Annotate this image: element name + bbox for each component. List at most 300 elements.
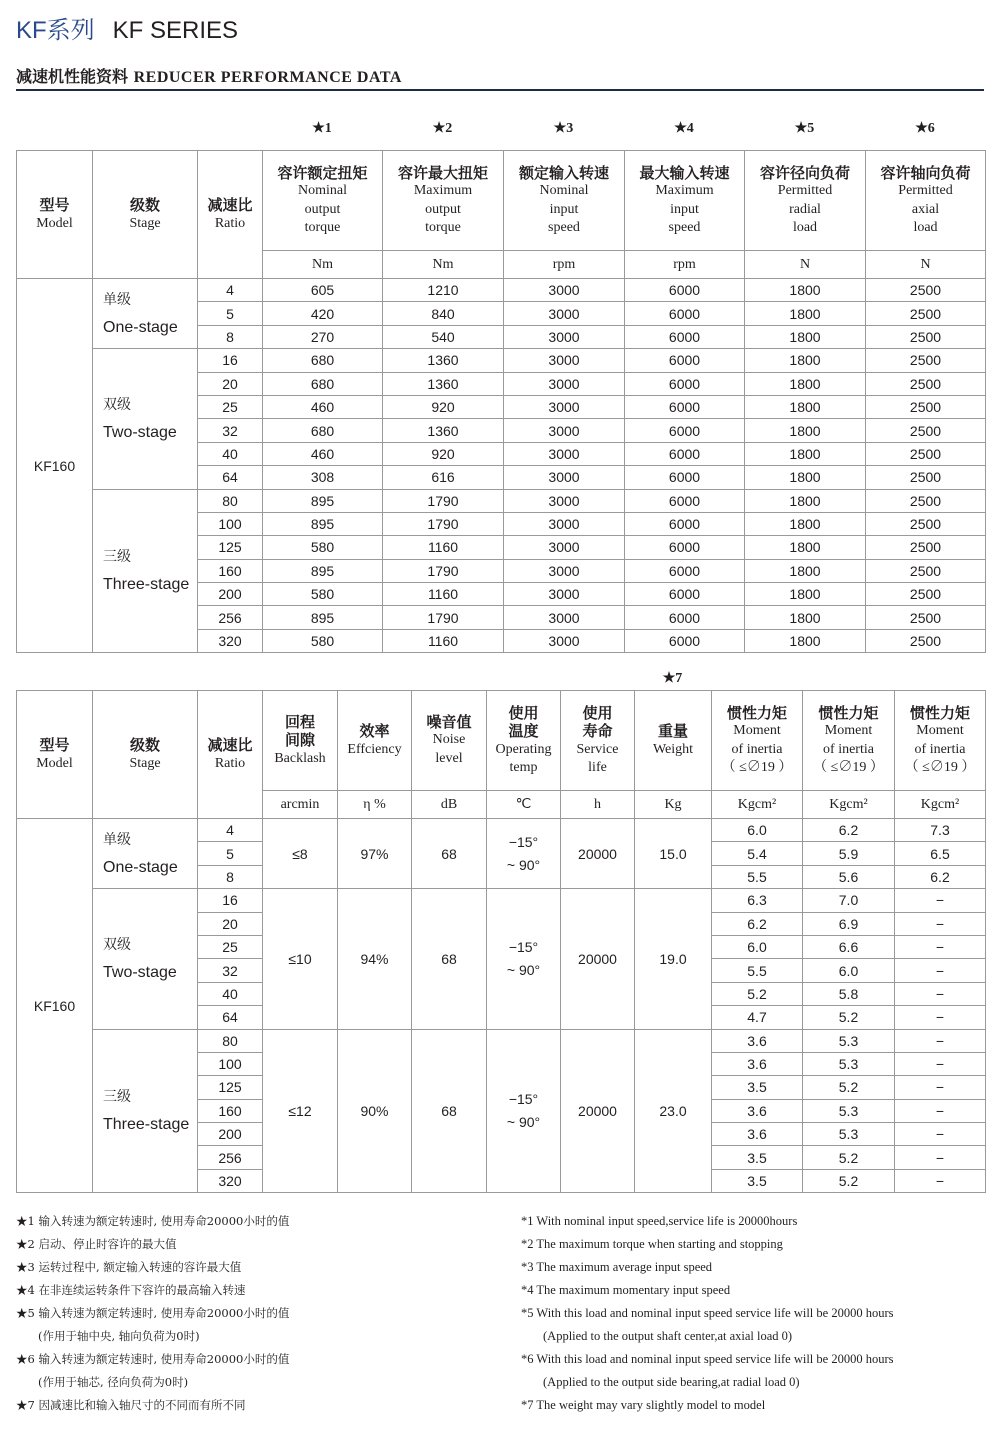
inertia-cell: 3.6 bbox=[712, 1099, 803, 1122]
star-7: ★7 bbox=[662, 671, 683, 686]
inertia-cell: 5.4 bbox=[712, 842, 803, 865]
inertia-cell: 3.6 bbox=[712, 1123, 803, 1146]
footnote-line: ★3 运转过程中, 额定输入转速的容许最大值 bbox=[16, 1260, 242, 1274]
backlash-cell: ≤8 bbox=[263, 819, 338, 889]
temp-cell bbox=[487, 819, 561, 889]
stage-label-cn: 单级 bbox=[103, 291, 131, 308]
ratio-cell: 160 bbox=[198, 559, 263, 582]
value-cell: 1800 bbox=[745, 606, 866, 629]
inertia-cell: − bbox=[895, 1099, 986, 1122]
footnote-line: ★1 输入转速为额定转速时, 使用寿命20000小时的值 bbox=[16, 1214, 290, 1228]
inertia-cell: 4.7 bbox=[712, 1006, 803, 1029]
performance-table bbox=[16, 150, 986, 653]
header-model: 型号 Model bbox=[17, 691, 93, 819]
value-cell: 460 bbox=[263, 395, 383, 418]
value-cell: 6000 bbox=[625, 606, 745, 629]
inertia-cell: 6.5 bbox=[895, 842, 986, 865]
unit-cell: ℃ bbox=[487, 791, 561, 819]
inertia-cell: 6.0 bbox=[712, 935, 803, 958]
life-cell: 20000 bbox=[561, 889, 635, 1029]
ratio-cell: 64 bbox=[198, 1006, 263, 1029]
stage-cell bbox=[93, 349, 198, 489]
value-cell: 605 bbox=[263, 279, 383, 302]
value-cell: 2500 bbox=[866, 279, 986, 302]
footnote-line: ★2 启动、停止时容许的最大值 bbox=[16, 1237, 177, 1251]
stage-label-en: One-stage bbox=[103, 858, 178, 876]
value-cell: 580 bbox=[263, 629, 383, 652]
series-title-en: KF SERIES bbox=[112, 17, 239, 44]
ratio-cell: 5 bbox=[198, 842, 263, 865]
ratio-cell: 25 bbox=[198, 935, 263, 958]
value-cell: 1210 bbox=[383, 279, 504, 302]
value-cell: 580 bbox=[263, 583, 383, 606]
value-cell: 1160 bbox=[383, 536, 504, 559]
inertia-cell: 5.5 bbox=[712, 959, 803, 982]
inertia-cell: 5.2 bbox=[712, 982, 803, 1005]
series-title-cn: KF系列 bbox=[16, 17, 95, 44]
inertia-cell: 6.2 bbox=[803, 819, 895, 842]
inertia-cell: 5.2 bbox=[803, 1146, 895, 1169]
value-cell: 6000 bbox=[625, 466, 745, 489]
inertia-cell: 3.5 bbox=[712, 1169, 803, 1192]
unit-cell: rpm bbox=[625, 251, 745, 279]
value-cell: 580 bbox=[263, 536, 383, 559]
efficiency-cell: 97% bbox=[338, 819, 412, 889]
section-title bbox=[16, 64, 402, 87]
noise-cell: 68 bbox=[412, 1029, 487, 1193]
stage-label-cn: 双级 bbox=[103, 396, 131, 413]
value-cell: 1800 bbox=[745, 559, 866, 582]
value-cell: 3000 bbox=[504, 372, 625, 395]
value-cell: 2500 bbox=[866, 442, 986, 465]
temp-min: −15° bbox=[508, 1090, 539, 1107]
inertia-cell: 7.3 bbox=[895, 819, 986, 842]
value-cell: 6000 bbox=[625, 442, 745, 465]
ratio-cell: 200 bbox=[198, 1123, 263, 1146]
inertia-cell: − bbox=[895, 935, 986, 958]
value-cell: 6000 bbox=[625, 279, 745, 302]
table-row bbox=[17, 489, 986, 512]
model-cell: KF160 bbox=[17, 279, 93, 653]
value-cell: 2500 bbox=[866, 559, 986, 582]
footnote-line: ★4 在非连续运转条件下容许的最高输入转速 bbox=[16, 1283, 246, 1297]
header-ratio: 减速比 Ratio bbox=[198, 691, 263, 819]
header-moment-of-inertia: 惯性力矩 Moment of inertia （ ≤∅19 ） bbox=[803, 691, 895, 791]
ratio-cell: 5 bbox=[198, 302, 263, 325]
value-cell: 1800 bbox=[745, 325, 866, 348]
unit-cell: Nm bbox=[383, 251, 504, 279]
inertia-cell: − bbox=[895, 1146, 986, 1169]
value-cell: 6000 bbox=[625, 302, 745, 325]
value-cell: 3000 bbox=[504, 349, 625, 372]
value-cell: 1360 bbox=[383, 419, 504, 442]
value-cell: 2500 bbox=[866, 395, 986, 418]
unit-cell: Kg bbox=[635, 791, 712, 819]
table-row bbox=[17, 889, 986, 912]
value-cell: 308 bbox=[263, 466, 383, 489]
star-6: ★6 bbox=[915, 121, 935, 136]
footnote-line: ★7 因减速比和输入轴尺寸的不同而有所不同 bbox=[16, 1398, 246, 1412]
unit-cell: arcmin bbox=[263, 791, 338, 819]
header-weight: 重量 Weight bbox=[635, 691, 712, 791]
temp-max: ~ 90° bbox=[506, 1113, 541, 1130]
value-cell: 1800 bbox=[745, 583, 866, 606]
ratio-cell: 320 bbox=[198, 629, 263, 652]
inertia-cell: − bbox=[895, 982, 986, 1005]
value-cell: 6000 bbox=[625, 325, 745, 348]
value-cell: 3000 bbox=[504, 583, 625, 606]
footnote-line: *6 With this load and nominal input speed service life will be 20000 hours bbox=[521, 1352, 894, 1366]
value-cell: 3000 bbox=[504, 279, 625, 302]
value-cell: 1800 bbox=[745, 489, 866, 512]
unit-cell: Kgcm² bbox=[712, 791, 803, 819]
header-stage: 级数 Stage bbox=[93, 691, 198, 819]
value-cell: 1790 bbox=[383, 606, 504, 629]
header-permitted-axial-load: 容许轴向负荷 Permitted axial load bbox=[866, 151, 986, 251]
header-model: 型号 Model bbox=[17, 151, 93, 279]
section-title-cn: 减速机性能资料 bbox=[16, 67, 129, 86]
value-cell: 3000 bbox=[504, 325, 625, 348]
stage-cell bbox=[93, 889, 198, 1029]
value-cell: 3000 bbox=[504, 536, 625, 559]
value-cell: 2500 bbox=[866, 512, 986, 535]
ratio-cell: 80 bbox=[198, 489, 263, 512]
footnote-line: (Applied to the output side bearing,at radial load 0) bbox=[543, 1375, 800, 1389]
value-cell: 3000 bbox=[504, 629, 625, 652]
value-cell: 1800 bbox=[745, 536, 866, 559]
header-nominal-input-speed: 额定输入转速 Nominal input speed bbox=[504, 151, 625, 251]
star-3: ★3 bbox=[553, 121, 574, 136]
inertia-cell: 3.5 bbox=[712, 1146, 803, 1169]
ratio-cell: 256 bbox=[198, 1146, 263, 1169]
ratio-cell: 8 bbox=[198, 865, 263, 888]
value-cell: 3000 bbox=[504, 559, 625, 582]
unit-cell: Kgcm² bbox=[803, 791, 895, 819]
unit-cell: dB bbox=[412, 791, 487, 819]
value-cell: 3000 bbox=[504, 419, 625, 442]
ratio-cell: 40 bbox=[198, 982, 263, 1005]
value-cell: 680 bbox=[263, 349, 383, 372]
efficiency-cell: 94% bbox=[338, 889, 412, 1029]
inertia-cell: 6.0 bbox=[712, 819, 803, 842]
inertia-cell: 6.3 bbox=[712, 889, 803, 912]
footnote-line: ★5 输入转速为额定转速时, 使用寿命20000小时的值 bbox=[16, 1306, 290, 1320]
ratio-cell: 32 bbox=[198, 419, 263, 442]
inertia-cell: 6.0 bbox=[803, 959, 895, 982]
value-cell: 540 bbox=[383, 325, 504, 348]
backlash-cell: ≤10 bbox=[263, 889, 338, 1029]
star-2: ★2 bbox=[432, 121, 453, 136]
value-cell: 1160 bbox=[383, 583, 504, 606]
header-noise-level: 噪音值 Noise level bbox=[412, 691, 487, 791]
header-operating-temp: 使用 温度 Operating temp bbox=[487, 691, 561, 791]
header-ratio: 减速比 Ratio bbox=[198, 151, 263, 279]
value-cell: 2500 bbox=[866, 349, 986, 372]
ratio-cell: 100 bbox=[198, 512, 263, 535]
ratio-cell: 32 bbox=[198, 959, 263, 982]
stage-label-en: One-stage bbox=[103, 318, 178, 336]
value-cell: 895 bbox=[263, 512, 383, 535]
inertia-cell: 5.5 bbox=[712, 865, 803, 888]
model-cell: KF160 bbox=[17, 819, 93, 1193]
section-title-en: REDUCER PERFORMANCE DATA bbox=[133, 69, 402, 86]
ratio-cell: 256 bbox=[198, 606, 263, 629]
inertia-cell: 5.9 bbox=[803, 842, 895, 865]
stage-label-en: Three-stage bbox=[103, 1115, 190, 1133]
value-cell: 6000 bbox=[625, 372, 745, 395]
value-cell: 270 bbox=[263, 325, 383, 348]
table-row bbox=[17, 349, 986, 372]
value-cell: 420 bbox=[263, 302, 383, 325]
header-permitted-radial-load: 容许径向负荷 Permitted radial load bbox=[745, 151, 866, 251]
footnote-line: *3 The maximum average input speed bbox=[521, 1260, 713, 1274]
value-cell: 895 bbox=[263, 489, 383, 512]
ratio-cell: 16 bbox=[198, 349, 263, 372]
value-cell: 895 bbox=[263, 559, 383, 582]
table-row bbox=[17, 279, 986, 302]
value-cell: 3000 bbox=[504, 466, 625, 489]
inertia-cell: 7.0 bbox=[803, 889, 895, 912]
unit-cell: Kgcm² bbox=[895, 791, 986, 819]
weight-cell: 15.0 bbox=[635, 819, 712, 889]
ratio-cell: 16 bbox=[198, 889, 263, 912]
value-cell: 1360 bbox=[383, 349, 504, 372]
value-cell: 1800 bbox=[745, 395, 866, 418]
ratio-cell: 20 bbox=[198, 372, 263, 395]
value-cell: 3000 bbox=[504, 489, 625, 512]
inertia-cell: − bbox=[895, 1052, 986, 1075]
value-cell: 1800 bbox=[745, 279, 866, 302]
value-cell: 3000 bbox=[504, 512, 625, 535]
temp-max: ~ 90° bbox=[506, 961, 541, 978]
value-cell: 1360 bbox=[383, 372, 504, 395]
star-4: ★4 bbox=[674, 121, 694, 136]
inertia-cell: 3.6 bbox=[712, 1029, 803, 1052]
inertia-cell: − bbox=[895, 1076, 986, 1099]
temp-max: ~ 90° bbox=[506, 856, 541, 873]
value-cell: 2500 bbox=[866, 629, 986, 652]
value-cell: 3000 bbox=[504, 395, 625, 418]
value-cell: 680 bbox=[263, 419, 383, 442]
value-cell: 680 bbox=[263, 372, 383, 395]
stage-label-en: Two-stage bbox=[103, 423, 177, 441]
ratio-cell: 160 bbox=[198, 1099, 263, 1122]
value-cell: 3000 bbox=[504, 606, 625, 629]
value-cell: 6000 bbox=[625, 536, 745, 559]
unit-cell: N bbox=[866, 251, 986, 279]
ratio-cell: 125 bbox=[198, 1076, 263, 1099]
inertia-cell: − bbox=[895, 1029, 986, 1052]
ratio-cell: 8 bbox=[198, 325, 263, 348]
value-cell: 1800 bbox=[745, 419, 866, 442]
unit-cell: η % bbox=[338, 791, 412, 819]
value-cell: 1800 bbox=[745, 302, 866, 325]
value-cell: 1790 bbox=[383, 559, 504, 582]
value-cell: 2500 bbox=[866, 606, 986, 629]
footnote-line: *2 The maximum torque when starting and stopping bbox=[521, 1237, 783, 1251]
inertia-cell: 5.3 bbox=[803, 1029, 895, 1052]
footnote-line: *4 The maximum momentary input speed bbox=[521, 1283, 731, 1297]
ratio-cell: 64 bbox=[198, 466, 263, 489]
stage-cell bbox=[93, 1029, 198, 1193]
footnote-line: *7 The weight may vary slightly model to model bbox=[521, 1398, 766, 1412]
stage-label-en: Three-stage bbox=[103, 575, 190, 593]
value-cell: 1160 bbox=[383, 629, 504, 652]
footnote-line: (Applied to the output shaft center,at axial load 0) bbox=[543, 1329, 793, 1343]
section-divider bbox=[16, 89, 984, 91]
header-service-life: 使用 寿命 Service life bbox=[561, 691, 635, 791]
value-cell: 920 bbox=[383, 395, 504, 418]
footnote-line: (作用于轴中央, 轴向负荷为0时) bbox=[38, 1329, 200, 1343]
inertia-cell: 6.9 bbox=[803, 912, 895, 935]
footnotes-en bbox=[521, 1211, 991, 1418]
header-moment-of-inertia: 惯性力矩 Moment of inertia （ ≤∅19 ） bbox=[712, 691, 803, 791]
value-cell: 1800 bbox=[745, 349, 866, 372]
inertia-cell: 5.2 bbox=[803, 1169, 895, 1192]
value-cell: 6000 bbox=[625, 583, 745, 606]
inertia-cell: 6.2 bbox=[895, 865, 986, 888]
stage-cell bbox=[93, 489, 198, 653]
star-5: ★5 bbox=[794, 121, 815, 136]
inertia-cell: 3.5 bbox=[712, 1076, 803, 1099]
noise-cell: 68 bbox=[412, 889, 487, 1029]
inertia-cell: 6.2 bbox=[712, 912, 803, 935]
ratio-cell: 125 bbox=[198, 536, 263, 559]
header-stage: 级数 Stage bbox=[93, 151, 198, 279]
weight-cell: 19.0 bbox=[635, 889, 712, 1029]
ratio-cell: 4 bbox=[198, 279, 263, 302]
value-cell: 2500 bbox=[866, 583, 986, 606]
star-1: ★1 bbox=[312, 121, 332, 136]
unit-cell: h bbox=[561, 791, 635, 819]
value-cell: 1800 bbox=[745, 629, 866, 652]
inertia-cell: 6.6 bbox=[803, 935, 895, 958]
inertia-cell: 5.3 bbox=[803, 1123, 895, 1146]
value-cell: 6000 bbox=[625, 349, 745, 372]
value-cell: 6000 bbox=[625, 629, 745, 652]
inertia-cell: − bbox=[895, 1169, 986, 1192]
table-row bbox=[17, 1029, 986, 1052]
table2-star-row bbox=[16, 670, 985, 692]
header-moment-of-inertia: 惯性力矩 Moment of inertia （ ≤∅19 ） bbox=[895, 691, 986, 791]
value-cell: 3000 bbox=[504, 442, 625, 465]
temp-cell bbox=[487, 889, 561, 1029]
value-cell: 1800 bbox=[745, 512, 866, 535]
footnote-line: *1 With nominal input speed,service life is 20000hours bbox=[521, 1214, 798, 1228]
value-cell: 2500 bbox=[866, 536, 986, 559]
value-cell: 1790 bbox=[383, 512, 504, 535]
unit-cell: rpm bbox=[504, 251, 625, 279]
header-maximum-output-torque: 容许最大扭矩 Maximum output torque bbox=[383, 151, 504, 251]
temp-cell bbox=[487, 1029, 561, 1193]
inertia-cell: 5.2 bbox=[803, 1076, 895, 1099]
weight-cell: 23.0 bbox=[635, 1029, 712, 1193]
noise-cell: 68 bbox=[412, 819, 487, 889]
inertia-cell: 5.6 bbox=[803, 865, 895, 888]
inertia-cell: − bbox=[895, 1123, 986, 1146]
value-cell: 6000 bbox=[625, 489, 745, 512]
value-cell: 1790 bbox=[383, 489, 504, 512]
value-cell: 6000 bbox=[625, 559, 745, 582]
inertia-cell: − bbox=[895, 959, 986, 982]
header-backlash: 回程 间隙 Backlash bbox=[263, 691, 338, 791]
stage-label-cn: 三级 bbox=[103, 548, 131, 565]
footnote-line: ★6 输入转速为额定转速时, 使用寿命20000小时的值 bbox=[16, 1352, 290, 1366]
inertia-cell: − bbox=[895, 889, 986, 912]
stage-cell bbox=[93, 279, 198, 349]
inertia-cell: 5.8 bbox=[803, 982, 895, 1005]
value-cell: 6000 bbox=[625, 419, 745, 442]
table-row bbox=[17, 819, 986, 842]
ratio-cell: 40 bbox=[198, 442, 263, 465]
stage-label-cn: 双级 bbox=[103, 936, 131, 953]
value-cell: 2500 bbox=[866, 302, 986, 325]
inertia-cell: − bbox=[895, 1006, 986, 1029]
inertia-cell: 5.2 bbox=[803, 1006, 895, 1029]
backlash-cell: ≤12 bbox=[263, 1029, 338, 1193]
inertia-cell: 3.6 bbox=[712, 1052, 803, 1075]
ratio-cell: 4 bbox=[198, 819, 263, 842]
inertia-cell: 5.3 bbox=[803, 1052, 895, 1075]
value-cell: 895 bbox=[263, 606, 383, 629]
value-cell: 2500 bbox=[866, 325, 986, 348]
unit-cell: N bbox=[745, 251, 866, 279]
unit-cell: Nm bbox=[263, 251, 383, 279]
value-cell: 616 bbox=[383, 466, 504, 489]
ratio-cell: 200 bbox=[198, 583, 263, 606]
footnote-line: (作用于轴芯, 径向负荷为0时) bbox=[38, 1375, 189, 1389]
temp-min: −15° bbox=[508, 833, 539, 850]
value-cell: 2500 bbox=[866, 489, 986, 512]
value-cell: 1800 bbox=[745, 442, 866, 465]
value-cell: 920 bbox=[383, 442, 504, 465]
inertia-cell: − bbox=[895, 912, 986, 935]
value-cell: 2500 bbox=[866, 419, 986, 442]
header-maximum-input-speed: 最大输入转速 Maximum input speed bbox=[625, 151, 745, 251]
efficiency-cell: 90% bbox=[338, 1029, 412, 1193]
inertia-cell: 5.3 bbox=[803, 1099, 895, 1122]
footnotes-cn bbox=[16, 1211, 516, 1418]
ratio-cell: 25 bbox=[198, 395, 263, 418]
stage-cell bbox=[93, 819, 198, 889]
header-nominal-output-torque: 容许额定扭矩 Nominal output torque bbox=[263, 151, 383, 251]
ratio-cell: 80 bbox=[198, 1029, 263, 1052]
ratio-cell: 320 bbox=[198, 1169, 263, 1192]
ratio-cell: 20 bbox=[198, 912, 263, 935]
series-title bbox=[16, 10, 238, 42]
header-efficiency: 效率 Effciency bbox=[338, 691, 412, 791]
value-cell: 460 bbox=[263, 442, 383, 465]
value-cell: 1800 bbox=[745, 466, 866, 489]
life-cell: 20000 bbox=[561, 819, 635, 889]
specification-table bbox=[16, 690, 986, 1193]
life-cell: 20000 bbox=[561, 1029, 635, 1193]
value-cell: 6000 bbox=[625, 395, 745, 418]
temp-min: −15° bbox=[508, 938, 539, 955]
ratio-cell: 100 bbox=[198, 1052, 263, 1075]
table1-star-row bbox=[16, 120, 985, 142]
value-cell: 6000 bbox=[625, 512, 745, 535]
value-cell: 2500 bbox=[866, 372, 986, 395]
value-cell: 840 bbox=[383, 302, 504, 325]
stage-label-cn: 三级 bbox=[103, 1088, 131, 1105]
value-cell: 2500 bbox=[866, 466, 986, 489]
value-cell: 3000 bbox=[504, 302, 625, 325]
stage-label-cn: 单级 bbox=[103, 831, 131, 848]
footnote-line: *5 With this load and nominal input speed service life will be 20000 hours bbox=[521, 1306, 894, 1320]
stage-label-en: Two-stage bbox=[103, 963, 177, 981]
value-cell: 1800 bbox=[745, 372, 866, 395]
